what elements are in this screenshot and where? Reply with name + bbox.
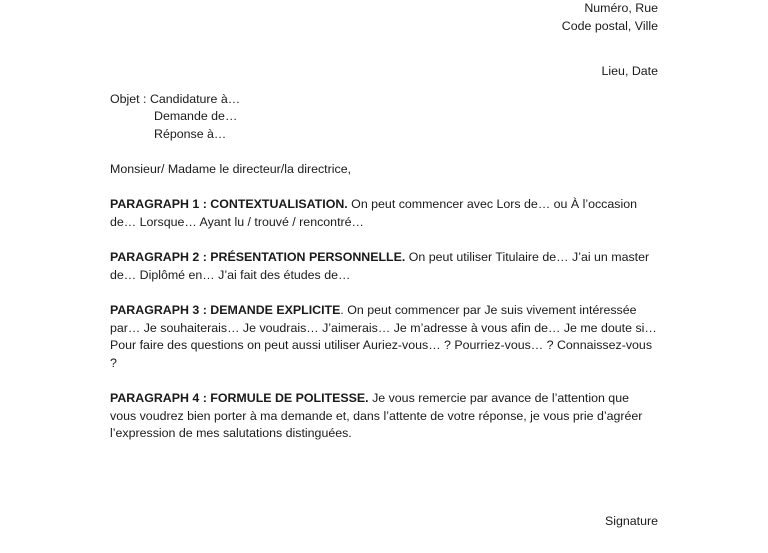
place-and-date: Lieu, Date <box>601 64 658 78</box>
paragraph-demande <box>110 302 658 372</box>
paragraph-title: PARAGRAPH 1 : CONTEXTUALISATION. <box>110 197 348 211</box>
sender-address-city: Code postal, Ville <box>561 19 658 33</box>
signature: Signature <box>604 514 658 528</box>
paragraph-title: PARAGRAPH 3 : DEMANDE EXPLICITE <box>110 303 341 317</box>
paragraph-body: . On peut commencer par Je suis vivement intéressée par… Je souhaiterais… Je voudrais… J’aimerais… Je m’adresse à vous afin de… Je me doute si… Pour faire des questions on peut aussi utiliser Auriez-vous… ? Pourriez-vous… ? Connaissez-vous ? <box>110 303 657 370</box>
salutation: Monsieur/ Madame le directeur/la directrice, <box>110 162 352 176</box>
object-line-demande: Demande de… <box>154 109 238 123</box>
object-line-reponse: Réponse à… <box>154 127 227 141</box>
paragraph-body: On peut utiliser Titulaire de… J’ai un master de… Diplômé en… J’ai fait des études de… <box>110 250 650 282</box>
paragraph-politesse <box>110 390 658 443</box>
paragraph-body: On peut commencer avec Lors de… ou À l’occasion de… Lorsque… Ayant lu / trouvé / rencontré… <box>110 197 637 229</box>
paragraph-body: Je vous remercie par avance de l’attention que vous voudrez bien porter à ma demande et, dans l’attente de votre réponse, je vous prie d’agréer l’expression de mes salutations distinguées. <box>110 391 643 441</box>
paragraph-title: PARAGRAPH 4 : FORMULE DE POLITESSE. <box>110 391 369 405</box>
paragraph-presentation <box>110 249 658 284</box>
paragraph-title: PARAGRAPH 2 : PRÉSENTATION PERSONNELLE. <box>110 250 406 264</box>
sender-address-street: Numéro, Rue <box>584 1 658 15</box>
paragraph-contextualisation <box>110 196 658 231</box>
object-line-candidature: Objet : Candidature à… <box>110 92 241 106</box>
